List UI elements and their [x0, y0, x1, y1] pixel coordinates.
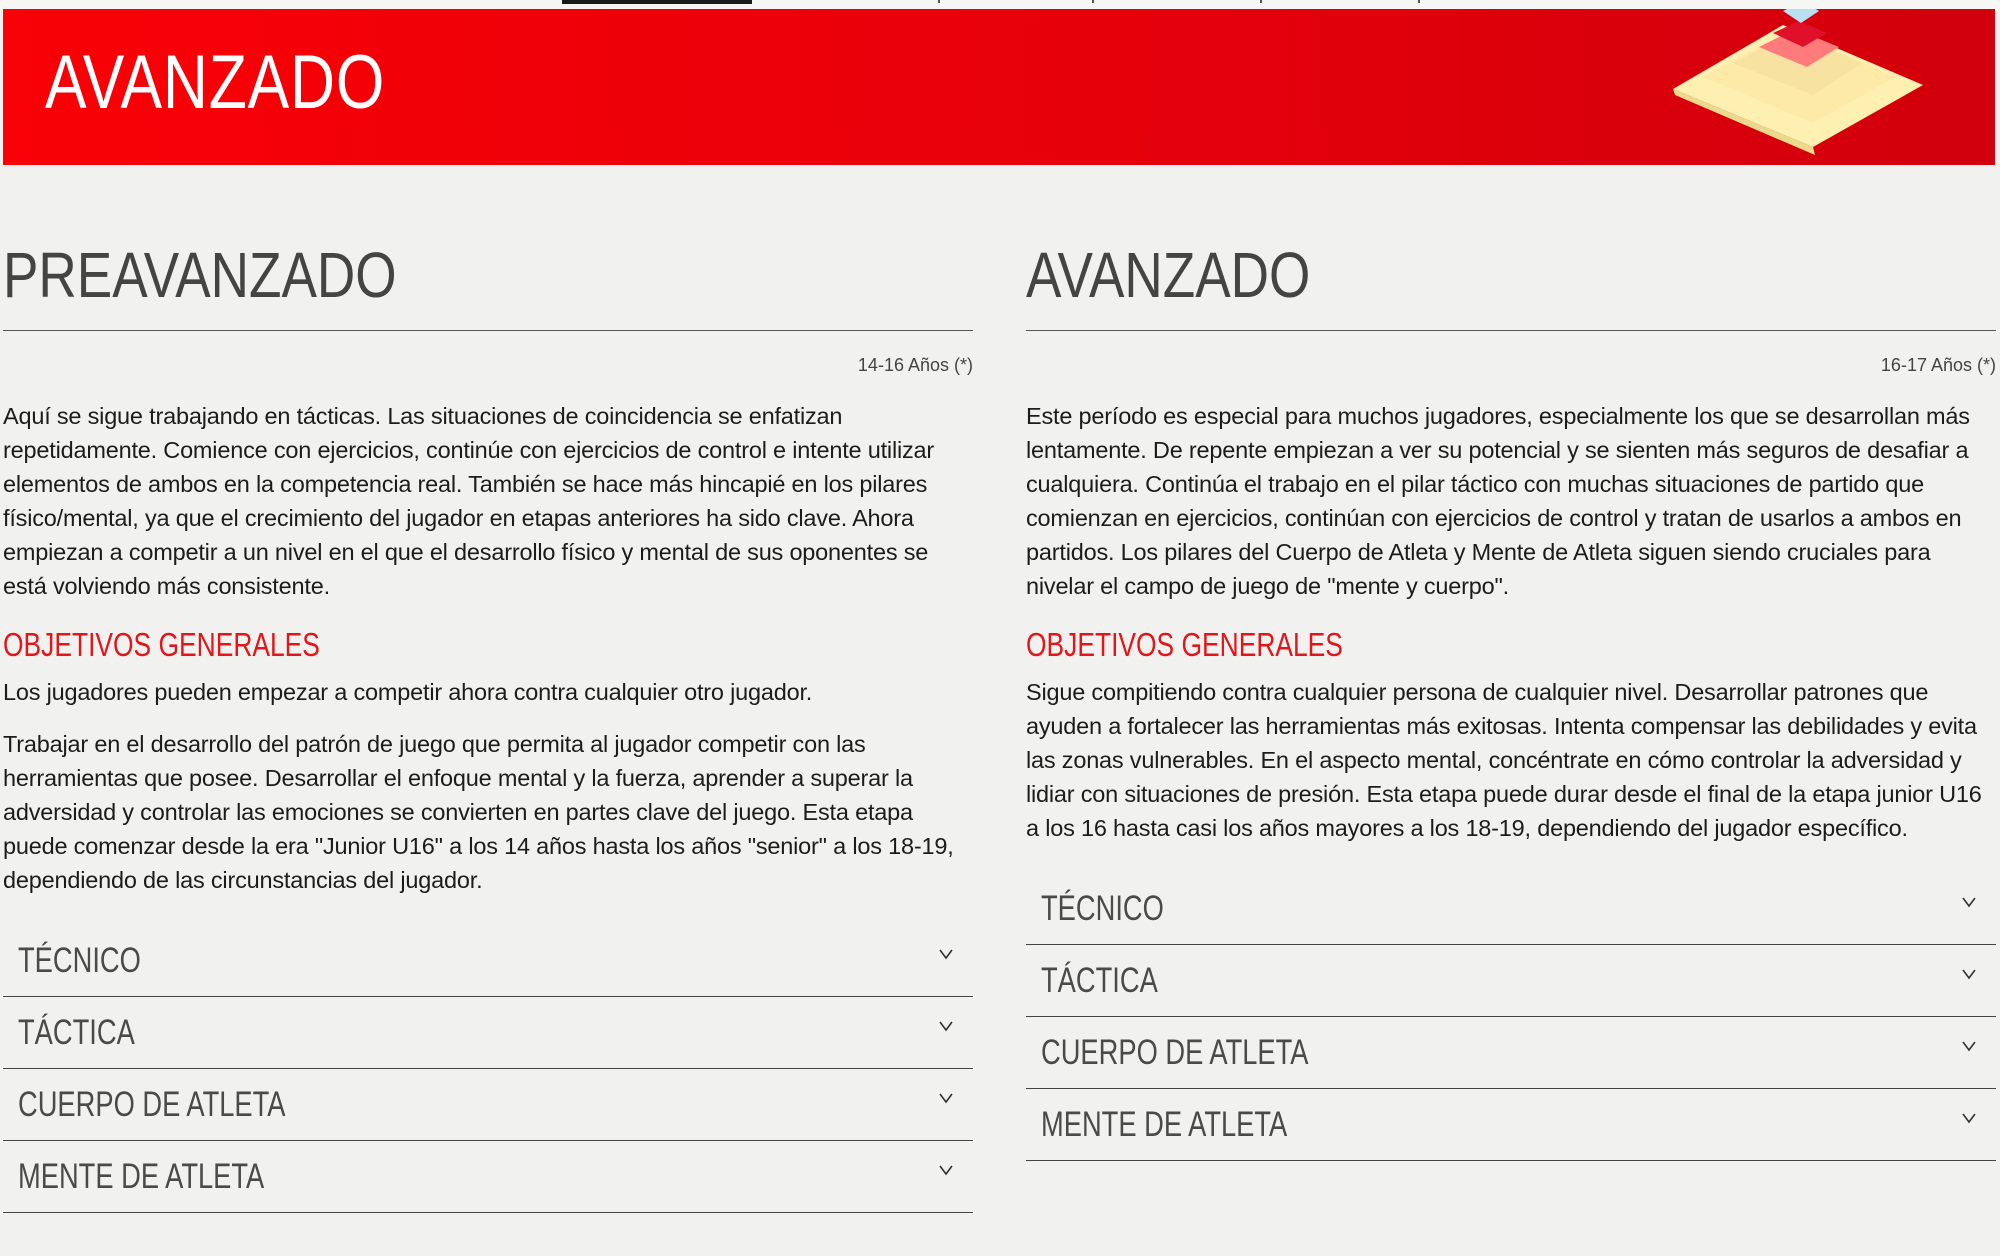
divider: [1026, 330, 1996, 331]
pillars-accordion: [1026, 873, 1996, 1161]
accordion-label: CUERPO DE ATLETA: [1041, 1033, 1309, 1072]
accordion-item-cuerpo-de-atleta[interactable]: [3, 1069, 973, 1141]
chevron-down-icon: [937, 1089, 955, 1107]
top-nav-strip: [0, 0, 2000, 9]
objective-paragraph: Sigue compitiendo contra cualquier persona de cualquier nivel. Desarrollar patrones que ayuden a fortalecer las herramientas más exitosas. Intenta compensar las debilidades y evita las zonas vulnerables. En el aspecto mental, concéntrate en cómo controlar la adversidad y lidiar con situaciones de presión. Esta etapa puede durar desde el final de la etapa junior U16 a los 16 hasta casi los años mayores a los 18-19, dependiendo del jugador específico.: [1026, 679, 1982, 841]
accordion-label: TÁCTICA: [1041, 961, 1158, 1000]
chevron-down-icon: [1960, 1109, 1978, 1127]
pillars-accordion: [3, 925, 973, 1213]
avanzado-column: [1026, 230, 1996, 1161]
divider: [3, 330, 973, 331]
objectives-heading: OBJETIVOS GENERALES: [1026, 626, 1343, 663]
accordion-item-mente-de-atleta[interactable]: [3, 1141, 973, 1213]
preavanzado-column: [3, 230, 973, 1213]
accordion-item-mente-de-atleta[interactable]: [1026, 1089, 1996, 1161]
nav-separator: [1092, 0, 1094, 3]
banner-title: AVANZADO: [45, 40, 386, 125]
page-banner: [3, 9, 1995, 165]
chevron-down-icon: [937, 945, 955, 963]
accordion-label: MENTE DE ATLETA: [18, 1157, 265, 1196]
intro-paragraph: Aquí se sigue trabajando en tácticas. Las situaciones de coincidencia se enfatizan repetidamente. Comience con ejercicios, continúe con ejercicios de control e intente utilizar elementos de ambos en la competencia real. También se hace más hincapié en los pilares físico/mental, ya que el crecimiento del jugador en etapas anteriores ha sido clave. Ahora empiezan a competir a un nivel en el que el desarrollo físico y mental de sus oponentes se está volviendo más consistente.: [3, 403, 935, 599]
accordion-item-tecnico[interactable]: [3, 925, 973, 997]
accordion-label: MENTE DE ATLETA: [1041, 1105, 1288, 1144]
nav-separator: [938, 0, 940, 3]
accordion-label: TÁCTICA: [18, 1013, 135, 1052]
objective-paragraph: Trabajar en el desarrollo del patrón de juego que permita al jugador competir con las herramientas que posee. Desarrollar el enfoque mental y la fuerza, aprender a superar la adversidad y controlar las emociones se convierten en partes clave del juego. Esta etapa puede comenzar desde la era "Junior U16" a los 14 años hasta los años "senior" a los 18-19, dependiendo de las circunstancias del jugador.: [3, 731, 954, 893]
age-range: 14-16 Años (*): [857, 355, 973, 375]
level-title: PREAVANZADO: [3, 239, 397, 311]
pyramid-logo-icon: [1663, 9, 1933, 157]
accordion-label: TÉCNICO: [18, 941, 141, 980]
chevron-down-icon: [1960, 1037, 1978, 1055]
age-range: 16-17 Años (*): [1880, 355, 1996, 375]
active-nav-indicator: [562, 0, 752, 4]
objective-paragraph: Los jugadores pueden empezar a competir ahora contra cualquier otro jugador.: [3, 679, 813, 705]
objectives-heading: OBJETIVOS GENERALES: [3, 626, 320, 663]
intro-paragraph: Este período es especial para muchos jugadores, especialmente los que se desarrollan más lentamente. De repente empiezan a ver su potencial y se sienten más seguros de desafiar a cualquiera. Continúa el trabajo en el pilar táctico con muchas situaciones de partido que comienzan en ejercicios, continúan con ejercicios de control y tratan de usarlos a ambos en partidos. Los pilares del Cuerpo de Atleta y Mente de Atleta siguen siendo cruciales para nivelar el campo de juego de "mente y cuerpo".: [1026, 403, 1970, 599]
chevron-down-icon: [937, 1161, 955, 1179]
level-title: AVANZADO: [1026, 239, 1311, 311]
chevron-down-icon: [1960, 893, 1978, 911]
chevron-down-icon: [937, 1017, 955, 1035]
accordion-item-cuerpo-de-atleta[interactable]: [1026, 1017, 1996, 1089]
accordion-item-tactica[interactable]: [1026, 945, 1996, 1017]
accordion-item-tecnico[interactable]: [1026, 873, 1996, 945]
accordion-item-tactica[interactable]: [3, 997, 973, 1069]
accordion-label: CUERPO DE ATLETA: [18, 1085, 286, 1124]
nav-separator: [1418, 0, 1420, 3]
nav-separator: [1260, 0, 1262, 3]
chevron-down-icon: [1960, 965, 1978, 983]
accordion-label: TÉCNICO: [1041, 889, 1164, 928]
